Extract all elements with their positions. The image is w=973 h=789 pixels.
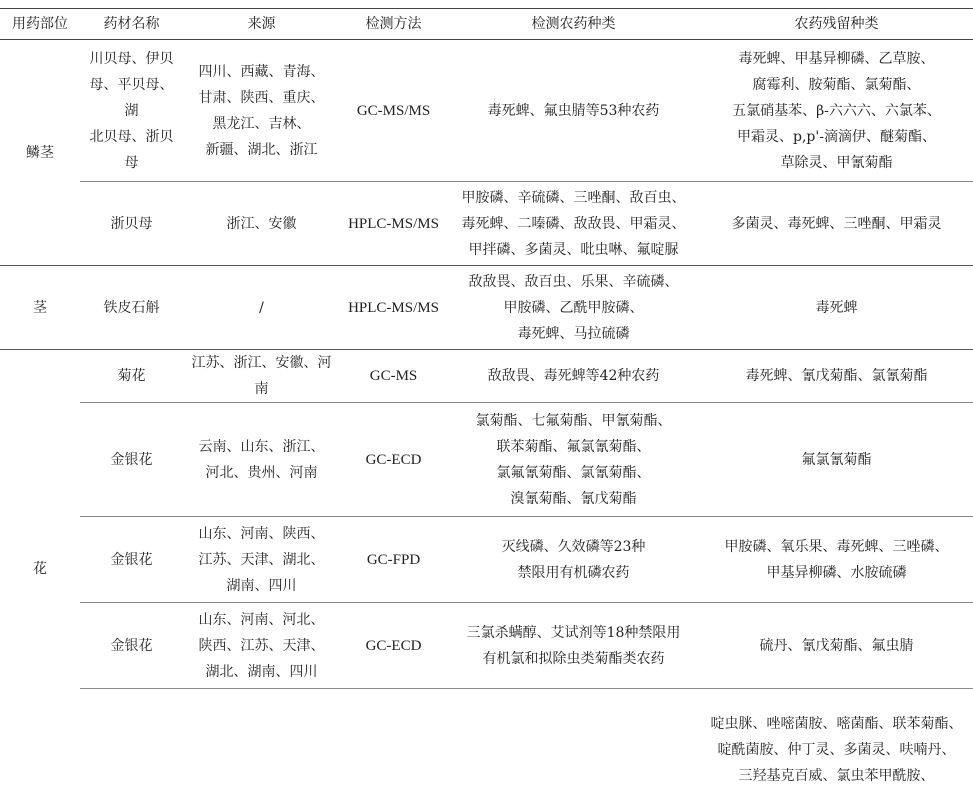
tested-pesticides-cell [447, 182, 700, 266]
table-row [0, 517, 973, 603]
cell-line: / [259, 299, 264, 316]
cell-line: 毒死蜱、甲基异柳磷、乙草胺、 [738, 50, 935, 67]
header-row [0, 9, 973, 40]
method-cell: GC-FPD [340, 517, 447, 603]
usage-part-cell: 茎 [0, 266, 80, 350]
source-cell [183, 266, 340, 350]
cell-line: 山东、河南、河北、 [198, 611, 325, 628]
cell-line: 有机氯和拟除虫类菊酯类农药 [482, 650, 665, 667]
table-row [0, 182, 973, 266]
cell-line: 山东、河南、陕西、 [198, 525, 325, 542]
cell-line: 金银花 [110, 637, 153, 654]
header-cell: 来源 [183, 9, 340, 40]
cell-line: 北贝母、浙贝母 [89, 128, 174, 171]
cell-line: 云南、山东、浙江、 [198, 438, 325, 455]
cell-line: 四川、西藏、青海、 [198, 63, 325, 80]
table-row [0, 350, 973, 403]
source-cell [183, 40, 340, 182]
tested-pesticides-cell [447, 517, 700, 603]
residues-cell [700, 403, 973, 517]
table-row [0, 266, 973, 350]
source-cell [183, 350, 340, 403]
residues-cell [700, 266, 973, 350]
cell-line: 灭线磷、久效磷等23种 [501, 538, 646, 555]
cell-line: 毒死蜱、马拉硫磷 [517, 325, 630, 342]
tested-pesticides-cell [447, 266, 700, 350]
usage-part-cell: 花 [0, 350, 80, 789]
cell-line: 金银花 [110, 451, 153, 468]
cell-line: 甘肃、陕西、重庆、 [198, 89, 325, 106]
header-cell: 检测方法 [340, 9, 447, 40]
cell-line: 腐霉利、胺菊酯、氯菊酯、 [752, 76, 921, 93]
method-cell: GC-ECD [340, 603, 447, 689]
cell-line: 陕西、江苏、天津、 [198, 637, 325, 654]
cell-line: 毒死蜱、氟虫腈等53种农药 [487, 102, 660, 119]
method-cell [340, 689, 447, 789]
method-cell: HPLC-MS/MS [340, 266, 447, 350]
cell-line: 甲霜灵、p,p'-滴滴伊、醚菊酯、 [737, 128, 936, 145]
source-cell [183, 517, 340, 603]
cell-line: 新疆、湖北、浙江 [205, 141, 318, 158]
cell-line: 川贝母、伊贝 [89, 50, 174, 67]
cell-line: 甲胺磷、辛硫磷、三唑酮、敌百虫、 [461, 189, 686, 206]
header-cell: 用药部位 [0, 9, 80, 40]
cell-line: 江苏、浙江、安徽、河南 [191, 355, 332, 397]
table-row [0, 403, 973, 517]
residues-cell [700, 350, 973, 403]
cell-line: 毒死蜱、氰戊菊酯、氯氰菊酯 [745, 368, 928, 384]
cell-line: 甲拌磷、多菌灵、吡虫啉、氟啶脲 [468, 241, 679, 258]
tested-pesticides-cell [447, 603, 700, 689]
residues-cell [700, 689, 973, 789]
cell-line: 母、平贝母、湖 [89, 76, 174, 119]
cell-line: 湖北、湖南、四川 [205, 663, 318, 680]
source-cell [183, 182, 340, 266]
cell-line: 三羟基克百威、氯虫苯甲酰胺、 [738, 767, 935, 784]
method-cell: HPLC-MS/MS [340, 182, 447, 266]
residues-cell [700, 182, 973, 266]
residues-cell [700, 603, 973, 689]
tested-pesticides-cell [447, 40, 700, 182]
cell-line: 敌敌畏、毒死蜱等42种农药 [487, 368, 660, 384]
herb-name-cell [80, 40, 183, 182]
source-cell [183, 689, 340, 789]
header-cell: 检测农药种类 [447, 9, 700, 40]
cell-line: 甲基异柳磷、水胺硫磷 [766, 564, 907, 581]
cell-line: 氯氟氰菊酯、氯氰菊酯、 [496, 464, 651, 481]
residues-cell [700, 517, 973, 603]
herb-name-cell [80, 403, 183, 517]
cell-line: 敌敌畏、敌百虫、乐果、辛硫磷、 [468, 273, 679, 290]
cell-line: 江苏、天津、湖北、 [198, 551, 325, 568]
cell-line: 氯菊酯、七氟菊酯、甲氰菊酯、 [475, 412, 672, 429]
herb-name-cell [80, 689, 183, 789]
usage-part-cell: 鳞茎 [26, 144, 54, 161]
cell-line: 氟氯氰菊酯 [801, 451, 872, 468]
table-row [0, 603, 973, 689]
method-cell: GC-MS/MS [356, 102, 431, 119]
pesticide-residue-table [0, 8, 973, 789]
header-cell: 药材名称 [80, 9, 183, 40]
cell-line: 草除灵、甲氰菊酯 [780, 154, 893, 171]
cell-line: 多菌灵、毒死蜱、三唑酮、甲霜灵 [731, 215, 942, 232]
cell-line: 溴氰菊酯、氰戊菊酯 [510, 490, 637, 507]
table-row [0, 689, 973, 789]
source-cell [183, 603, 340, 689]
tested-pesticides-cell [447, 403, 700, 517]
cell-line: 铁皮石斛 [103, 299, 160, 316]
cell-line: 五氯硝基苯、β-六六六、六氯苯、 [732, 102, 941, 119]
cell-line: 啶酰菌胺、仲丁灵、多菌灵、呋喃丹、 [717, 741, 956, 758]
method-cell: GC-MS [340, 350, 447, 403]
cell-line: 浙江、安徽 [226, 215, 297, 232]
cell-line: 菊花 [117, 368, 146, 384]
cell-line: 湖南、四川 [226, 577, 297, 594]
herb-name-cell [80, 517, 183, 603]
method-cell: GC-ECD [340, 403, 447, 517]
cell-line: 河北、贵州、河南 [205, 464, 318, 481]
cell-line: 甲胺磷、乙酰甲胺磷、 [503, 299, 644, 316]
residues-cell [700, 40, 973, 182]
herb-name-cell [80, 182, 183, 266]
cell-line: 毒死蜱 [815, 299, 858, 316]
herb-name-cell [80, 350, 183, 403]
cell-line: 甲胺磷、氧乐果、毒死蜱、三唑磷、 [724, 538, 949, 555]
cell-line: 黑龙江、吉林、 [212, 115, 311, 132]
tested-pesticides-cell [447, 689, 700, 789]
cell-line: 三氯杀螨醇、艾试剂等18种禁限用 [466, 624, 681, 641]
cell-line: 禁限用有机磷农药 [517, 564, 630, 581]
cell-line: 联苯菊酯、氟氯氰菊酯、 [496, 438, 651, 455]
cell-line: 毒死蜱、二嗪磷、敌敌畏、甲霜灵、 [461, 215, 686, 232]
table-row [0, 40, 973, 182]
herb-name-cell [80, 266, 183, 350]
source-cell [183, 403, 340, 517]
cell-line: 金银花 [110, 551, 153, 568]
cell-line: 硫丹、氰戊菊酯、氟虫腈 [759, 637, 914, 654]
header-cell: 农药残留种类 [700, 9, 973, 40]
cell-line: 浙贝母 [110, 215, 153, 232]
herb-name-cell [80, 603, 183, 689]
tested-pesticides-cell [447, 350, 700, 403]
cell-line: 啶虫脒、唑嘧菌胺、嘧菌酯、联苯菊酯、 [710, 715, 963, 732]
